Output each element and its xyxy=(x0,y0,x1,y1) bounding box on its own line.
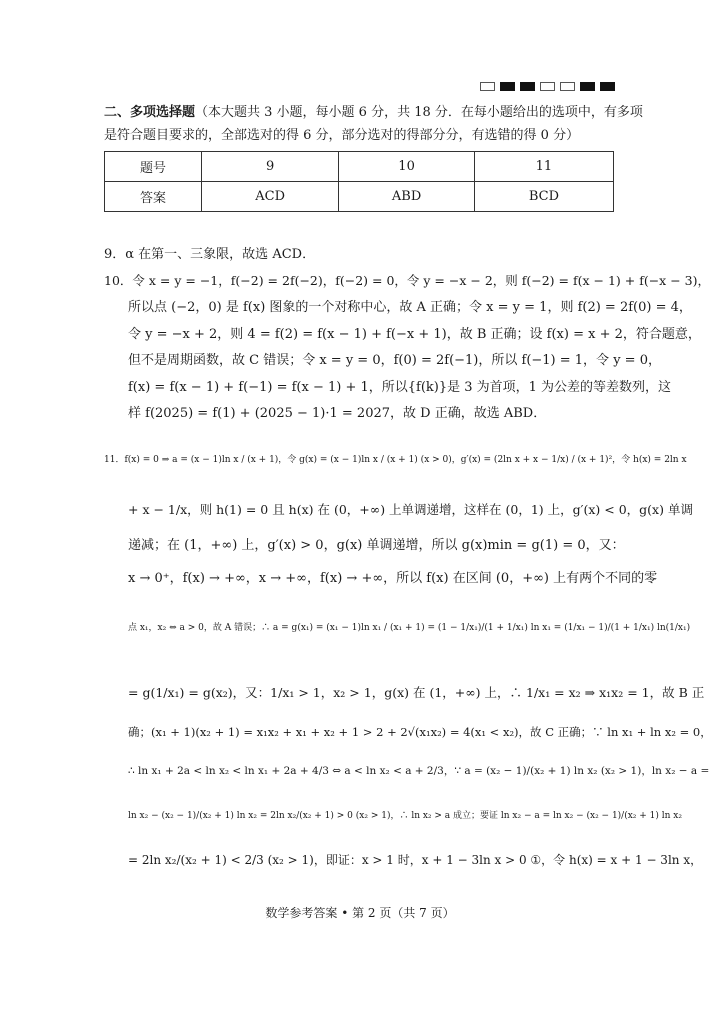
answer-table xyxy=(104,151,614,212)
table-cell: 答案 xyxy=(105,182,202,212)
table-cell: ABD xyxy=(339,182,475,212)
section-intro-line2: 是符合题目要求的，全部选对的得 6 分，部分选对的得部分分，有选错的得 0 分） xyxy=(104,128,580,143)
solution-line: 所以点 (−2，0) 是 f(x) 图象的一个对称中心，故 A 正确；令 x = y = 1，则 f(2) = 2f(0) = 4， xyxy=(128,300,692,315)
solution-line: ∴ ln x₁ + 2a < ln x₂ < ln x₁ + 2a + 4/3 ⇔ a < ln x₂ < a + 2/3，∵ a = (x₂ − 1)/(x₂ + 1) ln x₂ (x₂ > 1)，ln x₂ − a = xyxy=(128,765,710,777)
solution-line: 样 f(2025) = f(1) + (2025 − 1)·1 = 2027，故 D 正确，故选 ABD． xyxy=(128,406,547,421)
table-row xyxy=(105,182,614,212)
table-cell: 11 xyxy=(474,152,613,182)
solution-line: 但不是周期函数，故 C 错误；令 x = y = 0，f(0) = 2f(−1)，所以 f(−1) = 1，令 y = 0， xyxy=(128,353,661,368)
solution-line: 9．α 在第一、三象限，故选 ACD． xyxy=(104,247,316,262)
corner-marks xyxy=(480,82,615,91)
solution-line: = g(1/x₁) = g(x₂)，又：1/x₁ > 1，x₂ > 1，g(x) 在 (1，+∞) 上，∴ 1/x₁ = x₂ ⇒ x₁x₂ = 1，故 B 正 xyxy=(128,685,705,700)
solution-line: + x − 1/x，则 h(1) = 0 且 h(x) 在 (0，+∞) 上单调递增，这样在 (0，1) 上，g′(x) < 0，g(x) 单调 xyxy=(128,502,693,517)
mark-square xyxy=(580,82,595,91)
solution-line: 令 y = −x + 2，则 4 = f(2) = f(x − 1) + f(−x + 1)，故 B 正确；设 f(x) = x + 2，符合题意， xyxy=(128,327,701,342)
solution-line: 确；(x₁ + 1)(x₂ + 1) = x₁x₂ + x₁ + x₂ + 1 > 2 + 2√(x₁x₂) = 4(x₁ < x₂)，故 C 正确；∵ ln x₁ + ln x₂ = 0， xyxy=(128,725,712,739)
table-cell: BCD xyxy=(474,182,613,212)
table-cell: 10 xyxy=(339,152,475,182)
table-cell: 9 xyxy=(202,152,339,182)
solution-line: ln x₂ − (x₂ − 1)/(x₂ + 1) ln x₂ = 2ln x₂/(x₂ + 1) > 0 (x₂ > 1)，∴ ln x₂ > a 成立；要证 ln x₂ − a = ln x₂ − (x₂ − 1)/(x₂ + 1) ln x₂ xyxy=(128,811,682,821)
mark-square xyxy=(480,82,495,91)
solution-line: 递减；在 (1，+∞) 上，g′(x) > 0，g(x) 单调递增，所以 g(x)min = g(1) = 0，又： xyxy=(128,538,625,553)
solution-line: 11．f(x) = 0 ⇒ a = (x − 1)ln x / (x + 1)，令 g(x) = (x − 1)ln x / (x + 1) (x > 0)，g′(x) = (2ln x + x − 1/x) / (x + 1)²，令 h(x) = 2ln x xyxy=(104,455,687,465)
table-cell: ACD xyxy=(202,182,339,212)
section-intro-line1: （本大题共 3 小题，每小题 6 分，共 18 分．在每小题给出的选项中，有多项 xyxy=(195,105,643,120)
section-header xyxy=(104,105,643,121)
mark-square xyxy=(600,82,615,91)
mark-square xyxy=(500,82,515,91)
table-cell: 题号 xyxy=(105,152,202,182)
solution-line: = 2ln x₂/(x₂ + 1) < 2/3 (x₂ > 1)，即证：x > 1 时，x + 1 − 3ln x > 0 ①，令 h(x) = x + 1 − 3ln x， xyxy=(128,853,703,867)
solution-line: f(x) = f(x − 1) + f(−1) = f(x − 1) + 1，所以{f(k)}是 3 为首项，1 为公差的等差数列，这 xyxy=(128,380,672,395)
section-title: 二、多项选择题 xyxy=(104,105,196,120)
mark-square xyxy=(520,82,535,91)
page-footer: 数学参考答案 • 第 2 页（共 7 页） xyxy=(265,906,455,920)
table-row xyxy=(105,152,614,182)
solution-line: 10．令 x = y = −1，f(−2) = 2f(−2)，f(−2) = 0，令 y = −x − 2，则 f(−2) = f(x − 1) + f(−x − 3)， xyxy=(104,273,710,288)
solution-line: x → 0⁺，f(x) → +∞，x → +∞，f(x) → +∞，所以 f(x) 在区间 (0，+∞) 上有两个不同的零 xyxy=(128,571,658,586)
mark-square xyxy=(560,82,575,91)
solution-line: 点 x₁，x₂ ⇔ a > 0，故 A 错误；∴ a = g(x₁) = (x₁ − 1)ln x₁ / (x₁ + 1) = (1 − 1/x₁)/(1 + 1/x₁) ln x₁ = (1/x₁ − 1)/(1 + 1/x₁) ln(1/x₁) xyxy=(128,623,691,633)
mark-square xyxy=(540,82,555,91)
